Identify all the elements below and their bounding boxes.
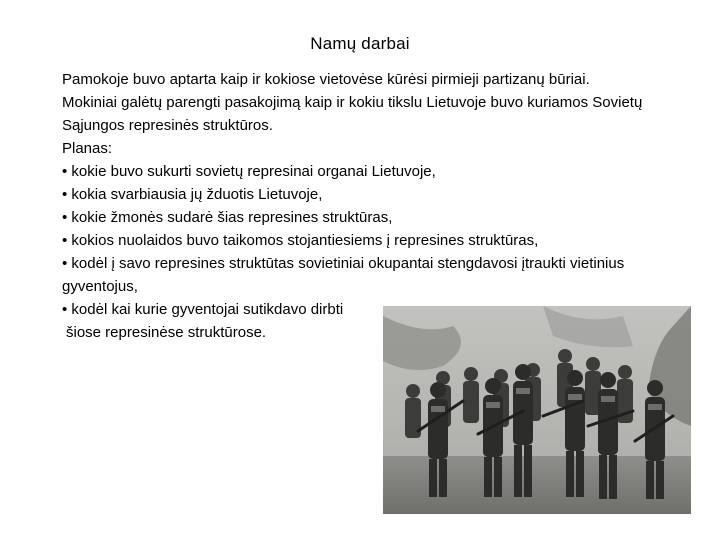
paragraph-lesson-summary: Pamokoje buvo aptarta kaip ir kokiose vietovėse kūrėsi pirmieji partizanų būriai. bbox=[62, 71, 590, 88]
plan-bullet-3: • kokie žmonės sudarė šias represines struktūras, bbox=[62, 206, 692, 229]
historical-group-photo bbox=[383, 306, 691, 514]
plan-bullet-4: • kokios nuolaidos buvo taikomos stojantiesiems į represines struktūras, bbox=[62, 229, 692, 252]
plan-bullet-6-continuation: šiose represinėse struktūrose. bbox=[66, 324, 267, 341]
plan-bullet-5: • kodėl į savo represines struktūtas sovietiniai okupantai stengdavosi įtraukti vietinius gyventojus, bbox=[62, 252, 692, 298]
plan-bullet-1: • kokie buvo sukurti sovietų represinai organai Lietuvoje, bbox=[62, 160, 692, 183]
plan-bullet-6: • kodėl kai kurie gyventojai sutikdavo dirbti bbox=[62, 298, 692, 321]
paragraph-assignment: Mokiniai galėtų parengti pasakojimą kaip ir kokiu tikslu Lietuvoje buvo kuriamos Sovietų Sąjungos represinės struktūros. bbox=[62, 94, 643, 134]
plan-heading: Planas: bbox=[62, 140, 113, 157]
photo-illustration bbox=[383, 306, 691, 514]
plan-bullet-2: • kokia svarbiausia jų žduotis Lietuvoje, bbox=[62, 183, 692, 206]
slide-title: Namų darbai bbox=[310, 34, 410, 53]
slide-body bbox=[62, 68, 692, 344]
